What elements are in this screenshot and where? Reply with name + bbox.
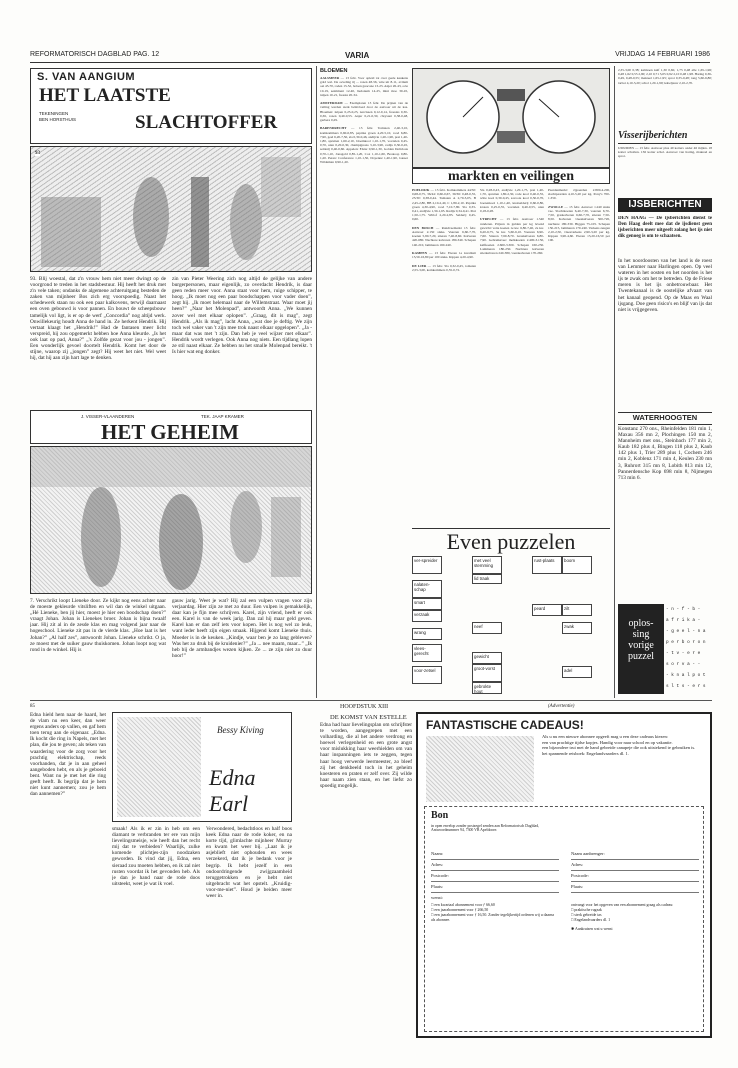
ad-item: het spannende reisboek: Engelandvaarders dl. 1. (542, 750, 629, 756)
ad-gifts-image (426, 736, 534, 802)
comic-credits-name: BEN HORSTHUIS (39, 117, 77, 122)
solution-row: - g e e l - n a (666, 629, 706, 634)
water-heading: WATERHOOGTEN (618, 412, 712, 425)
solution-row: - k n a l p o t (666, 673, 706, 678)
puzzle-cell: lid traak (472, 574, 502, 584)
section-divider (30, 700, 712, 701)
feuilleton-col-4: Edna had haar lievelingsplan om schrijfster te worden, aangegrepen met een volharding, die al het andere verdrong en hoewel verlegenheid en een grote angst voor mislukking haar weerhielden om van haar inspanningen iets te zeggen, tegen haar hoog verwerde leermeester, zo bleef zij het denkbeeld toch in het geheim koesteren en praten er zelf over. Zij wilde haar naam zien staan, en het liefst zo spoedig mogelijk. (320, 722, 412, 789)
feuilleton-book-title: Edna Earl (209, 765, 256, 816)
adres-aanbrenger-field[interactable]: Adres: (571, 860, 699, 871)
coupon-footer-label: Aankruisen wat u wenst (575, 927, 613, 931)
feuilleton-subtitle: DE KOMST VAN ESTELLE (330, 714, 407, 721)
postcode-aanbrenger-field[interactable]: Postcode: (571, 871, 699, 882)
visser-body: UMUIDEN — 13 febr. Aanvoer plus 40 kotters onder 46 mijlen. 18 kotter schollen. 136 kotter schol. Aanvoer van haring, makreel en sprot. (618, 146, 712, 159)
aanbrenger-field[interactable]: Naam aanbrenger: (571, 849, 699, 860)
solution-row: p e r b o r o n (666, 640, 706, 645)
comic-panel-art (31, 147, 311, 271)
comic1-text-right: zin van Pieter Weering zich nog altijd de gelijke van andere burgerpersonen, maar eigenlijk, zo overdacht Hendrik, is daar geen reden meer voor. Anna staat voor hem, ruige schipper, te hoog. „Ik moet nog een paar boodschappen voor vader doen”, zegt hij. „Ik moet helemaal naar de Willemstraat. Waar moet jij heen?” „Naar het Molenpad”, antwoordt Anna. „We kunnen zover wel met elkaar oplopen”. „Graag, dit is mag”, zegt Hendrik. „Als ik mag”, lacht Anna, „wat doe je deftig. We zijn toch wel vaker van 't zijn mee trok naast elkaar opgelopen”. „Ja - maar dat was met 't zijn. Dan heb je veel wijzer met elkaar”. Hendrik wordt verlegen. Ook Anna nog niets. Een tijdlang lopen ze stil naast elkaar. Ze hebben nu het smalle Molenpad bereikt. 't Is hier wat eng donker. (172, 276, 312, 356)
gift-3-label: Engelandvaarders dl. 1 (574, 918, 611, 922)
masthead-section: VARIA (345, 51, 370, 60)
ad-item: een bijzondere trui met de hand gebreide canapeje die ook uitstekend te gebruiken is. (542, 745, 696, 751)
visser-heading: Visserijberichten (618, 130, 712, 144)
comic2-artist: TEK. JAAP KRAMER (201, 414, 244, 419)
gift-1-label: praktische rugzak (574, 908, 602, 912)
masthead-date: VRIJDAG 14 FEBRUARI 1986 (615, 51, 710, 58)
comic2-text-left: 7. Verschrikt loopt Lieneke door. Ze kijkt nog eens achter naar de moeste gekleurde vitsliften en wil dan de winkel uitgaan. „Hé Lieneke, ben jij hier, moest je hier een boodschap doen?” vraagt Johan. Johan is Lienekes broer. Johan is bijna twaalf jaar. Hij zit al in de zesde klas en mag volgend jaar naar de hogeschool. Lieneke zit pas in de vierde klas. „Hoe laat is het Johan?” „Al half zes”, antwoordt Johan. Lieneke schrikt. O ja, ze moest met de suiker gauw thuiskomen. Johan loopt nog wat rond in de winkel. Hij is (30, 598, 166, 653)
masthead (30, 48, 710, 63)
advertisement (416, 712, 712, 1038)
coupon-left-fields (431, 849, 559, 903)
comic2-author: J. VISSER-VLAANDEREN (81, 414, 135, 419)
comic-credits-label: TEKENINGEN (39, 111, 69, 116)
puzzle-cell: wrang (412, 628, 442, 640)
plaats-field[interactable]: Plaats: (431, 882, 559, 893)
puzzle-cell: gebrokte hout (472, 682, 502, 694)
puzzle-cell: voor-zetsel (412, 666, 442, 684)
puzzle-cell: smart (412, 598, 442, 610)
option-year[interactable]: □ een jaarabonnement voor ƒ 266,50 (431, 908, 489, 912)
column-rule-right (614, 66, 615, 698)
comic-panel-illustration (30, 146, 312, 272)
puzzle-cell: neef (472, 622, 502, 634)
feuilleton-col-3: Verwondered, bedachtloos en half boos keek Edna naar de rode koker, en na korte tijd, glimlachte mijnheer Murray en kwam het weer bij. „Laat ik je asjeblieft niet ophouden en wees verzekerd, dat ik je bedank voor je begrip. Ik hebt jezelf in een ondoordringende zwijgzaamheid teruggetrokken en je hebt niet uitgebracht wat het opstelt. „Kruidig-voor-me-niet”. Houd je beiden meer weer in. (206, 826, 292, 900)
wenst-label: wenst: (431, 895, 443, 900)
scale-dials-art (413, 69, 609, 167)
market-utrecht: UTRECHT (480, 217, 497, 222)
puzzle-cell: zilt (562, 604, 592, 616)
option-quarter-label: een kwartaal abonnement voor ƒ 66,60 (434, 903, 495, 907)
solution-row: s l t s - e r s (666, 684, 706, 689)
ad-item: Als u nu een nieuwe abonnee opgeeft mag u een deze cadeaus kiezen: (542, 734, 668, 739)
puzzle-cell: vlees-gerecht (412, 644, 442, 662)
comic2-header (30, 410, 312, 444)
solution-label-3: vorige (628, 640, 654, 651)
market-banner: markten en veilingen (412, 168, 610, 184)
puzzle-grid (412, 556, 610, 694)
option-trial-label: een jaarabonnement voor ƒ 16,50. Zonder tegelijkertijd ordenen wij u daarna als abonnee. (431, 913, 555, 922)
comic-title-line1: HET LAATSTE (39, 85, 171, 106)
puzzle-cell: met veel stemming (472, 556, 502, 574)
puzzle-cell: zwak (562, 622, 592, 634)
puzzle-cell: gewicht (472, 652, 502, 664)
ijs-body: In het noordoosten van het land is de roest van Lemmer naar Harlingen open. Op veel wateren in het oosten en het noorden is het ijs te zwak om het te betreden. Op de Friese meren is het ijs onbetrouwbaar. Het Twentekanaal is de oostelijke afvaart van het kanaal geopend. Op de Maas en Waal ijsgang. Doe geen risico's en blijf van ijs dat niet is vrijgegeven. (618, 258, 712, 313)
market-column-3: Sla 0,28-0,43, andijvie 1,20-1,75, prei 1,40-1,70, spruiten 1,80-2,30, rode kool 0,40-0,55, witte kool 0,30-0,45, savooie kool 0,50-0,70, boerenkool 1,10-1,40, knolselderij 0,60-0,80, kroten 0,25-0,35, wortelen 0,40-0,55, uien 0,18-0,28. UTRECHT — 13 febr. Aanvoer 1.540 runderen. Prijzen in gulden per kg levend gewicht: vette koeien 1e kw. 6,80-7,40, 2e kw. 6,20-6,75, 3e kw. 5,60-6,10. Vaarzen 6,90-7,60. Stieren 7,60-8,70. Graskalveren 6,80-7,90. Gebruiksvee: melkkoeien 2.400-3.150, kalfkoeien 2.600-3.300. Schapen 160-230. Lammeren 180-250. Nuchtere kalveren stierkalveren 240-380, vaarskalveren 170-260. (480, 188, 544, 256)
puzzle-title: Even puzzelen (412, 528, 610, 555)
masthead-left: REFORMATORISCH DAGBLAD PAG. 12 (30, 51, 160, 58)
option-year-label: een jaarabonnement voor ƒ 266,50 (434, 908, 489, 912)
gift-option-2[interactable]: □ sterk gebreide tas (571, 913, 602, 917)
market-column-1: AALSMEER — 13 febr. Voor opleid tot over geele keukens gold wel. De oeveling tij ... rozen 48-56, wite uit 8-11, avitum oei 45-70, roden 13-52, bolsen guacone 13-23. Anjer 26-43, ocie 10-19, sentiment 12-40, liedonum 14-25, mini moo 30-45, tulpen 10-21, freesia 20-34. AMSTERDAM — Exemplaren 13 febr. De prijzen van de veiling werden sterk beïnvloed door de aanvoer uit de kas. Bloemen: tulpen 0,23-0,25, narcissen 0,12-0,14, freesias 0,30-0,36, rozen 0,40-0,55. Anjer 0,21-0,30, chrysant 0,38-0,48, gerbera 0,29. BARENDRECHT — 13 febr. Tomaten 2,40-3,10, komkommers 0,60-0,85, paprika groen 4,20-5,10, rood 6,80-7,90, geel 6,20-7,50, sla 0,30-0,46, andijvie 1,20-1,90, prei 1,40-1,80, spruiten 1,60-2,10, bloemkool 1,10-1,70, wortelen 0,45-0,70, uien 0,20-0,30, champignons 3,10-3,90, radijs 0,30-0,45, selderij 0,40-0,60. Appelen: Elstar 0,90-1,30, Golden Delicious 0,70-1,10, Jonagold 0,85-1,20, Cox 1,10-1,60, Boskoop 0,80-1,20. Peren: Conference 1,10-1,50, Doyenné 1,40-1,90, Gieser Wildeman 0,90-1,20. (320, 76, 408, 165)
market-heading: BLOEMEN (320, 68, 348, 74)
option-trial[interactable]: □ een jaarabonnement voor ƒ 16,50. Zonder tegelijkertijd ordenen wij u daarna als abonnee. (431, 913, 555, 922)
puzzle-cell: adel (562, 666, 592, 678)
market-aalsmeer: AALSMEER (320, 76, 340, 80)
comic2-panel-art (31, 447, 311, 593)
comic2-title: HET GEHEIM (101, 420, 239, 444)
column-rule (316, 66, 317, 698)
adres-field[interactable]: Adres: (431, 860, 559, 871)
market-de-lier: DE LIER (412, 263, 427, 268)
puzzle-solution-label (618, 604, 664, 694)
comic2-text-right: gauw jarig. Weet je wat? Hij zal een vulpen vragen voor zijn verjaardag. Hier zijn ze met zo duur. Een vulpen is gemakkelijk, daar kan je fijn mee schrijven. Karel, zijn vriend, heeft er ook een. Karel is van de week jarig. Dan zal hij maar geld geven. Karel kan er dan zelf iets voor kopen. Het is nog wel zo leuk, want ieder heeft zijn eigen smaak. Hijgend komt Lieneke thuis. Moeder is in de keuken. „Kindje, waar ben je zo lang gebleven? Was het zo druk bij de kruidenier?” „Ja ... nee maam, maar...” „Ik heb bij de armbandjes wezen kijken. Ze ... ze zijn niet zo duur hoor!” (172, 598, 312, 659)
coupon-title: Bon (431, 810, 449, 821)
feuilleton-illustration (112, 712, 292, 822)
comic-header (30, 68, 312, 144)
comic-author: S. VAN AANGIUM (37, 71, 136, 83)
ad-items (542, 734, 706, 756)
naam-field[interactable]: Naam: (431, 849, 559, 860)
gift-2-label: sterk gebreide tas (574, 913, 602, 917)
puzzle-cell: groot-vorst (472, 664, 502, 682)
coupon-gifts (571, 903, 699, 932)
solution-label-4: puzzel (627, 651, 655, 662)
market-barendrecht: BARENDRECHT (320, 126, 347, 131)
feuilleton-author: Bessy Kiving (217, 725, 264, 735)
gift-option-3[interactable]: □ Engelandvaarders dl. 1 (571, 918, 611, 922)
panel-number: 93 (35, 151, 40, 156)
feuilleton-portrait (117, 717, 201, 817)
ad-item: een van prachtige tijdse kopjes. Handig voor naar school en op vakantie. (542, 739, 673, 745)
market-kampen: KAMPEN (412, 251, 428, 256)
comic-title-line2: SLACHTOFFER (135, 112, 278, 133)
gift-option-1[interactable]: □ praktische rugzak (571, 908, 602, 912)
solution-row: - t v - e r e (666, 651, 701, 656)
right-column-top-text: 2,35-3,00 0,38; kalmoen kalf 1,30 0,60, 1,75 0,48 alle 1,65-1,96; 0,48 1,62 0,55 2,90; 2,10 0,71 3,05 0,92 2,10 0,48 1,98. Haring 0,36-0,49, 0,48-0,55; makreel 1,65-1,95; sprot 0,35-0,48; tong 5,60-6,80; tarbot 4,10-5,20; schol 1,20-1,90; kabeljauw 2,10-2,70. (618, 68, 712, 85)
water-body: Konstanz 270 ons., Rheinfelden 181 min 1, Maxau 356 mn 2, Plochingen 150 mn 2, Mannheim met ons., Steinbach 177 min 2, Kaub 182 plus 4, Bingen 118 plus 2, Kaub 142 plus 1, Trier 289 plus 1, Cochem 246 min 2, Koblenz 171 min 4, Keulen 230 mn 3, Ruhrort 315 mn 8, Lobith 813 min 12, Pannerdensche Kop 698 min 8, Nijmegen 713 min 6. (618, 426, 712, 481)
coupon-right-fields (571, 849, 699, 893)
feuilleton-col-2: smaak! Als ik er zin in heb om een diamant te verbranden ter ere van mijn lievelingsmeisje, wie heeft dan het recht mij dat te verbieden? Waarlijk, zulke komende plichtjes-zijn noodzaken geworden. Ik vind dat jij, Edna, een sieraad zou moeten hebben, en ik zal niet rusten voordat ik het gevonden heb. Als je dan je hand naar de rode doos uitsteekt, weet je wat ik voel. (112, 826, 200, 887)
ijs-heading: IJSBERICHTEN (618, 198, 712, 212)
puzzle-cell: boom (562, 556, 592, 574)
coupon-intro: in open envelop zonder postzegel zenden aan Reformatorisch Dagblad, Antwoordnummer 94, 7300 VB Apeldoorn (431, 824, 540, 833)
gift-intro: ontvangt voor het opgeven van een abonnement graag als cadeau: (571, 903, 674, 907)
puzzle-cell: ver-spreider (412, 556, 442, 574)
solution-row: - n - f - b - (666, 607, 701, 612)
comic1-text-left: 93. Blij woestal, dat z'n vrouw hem niet meer dwingt op de voorgrond te treden in het stadsbestuur. Hij heeft het druk met z'n vele taken; ondanks de algemene achteruitgang besteden de zaken van mijnheer Bos zich erg voorspoedig. Naast het schedewerk staan nu ook een paar kalkovens, terwijl daarnaast een oven gebouwd is voor pannen. En bouwt de scheepsbouw tamelijk vol ligt, is er op de werf „Concordia” nog altijd werk. Onwillekeurig houdt Anna de hand in. Ze herkent Hendrik. Hij vertaat klaagt het „Hendrik!” Had de fantasen meer licht verspreid, hij zou opgemerkt hebben hoe Anna kleurde. „Is het ook laat op pad, Anna?” „'s Zolfde gezat voor jou - jongen”. Een wonderlijk gevoel doortelt Hendrik. Komt het door de stijne, waarop zij „jongen” zegt? Hij weet het niet. Wel weet hij, dat hij aan zijn hart lage te denken. (30, 276, 166, 362)
plaats-aanbrenger-field[interactable]: Plaats: (571, 882, 699, 893)
solution-row: s o r v a - - (666, 662, 701, 667)
ad-title: FANTASTISCHE CADEAUS! (426, 718, 584, 732)
feuilleton-number: 85 (30, 704, 35, 709)
market-zwolle: ZWOLLE (548, 204, 564, 209)
puzzle-solution-grid (666, 604, 712, 694)
puzzle-cell: peard (532, 604, 562, 616)
coupon-options (431, 903, 559, 923)
puzzle-cell: nalaten-schap (412, 580, 442, 598)
ijs-lead: DEN HAAG — De ijsberichten dienst te Den Haag deelt mee dat de ijsdienst geen ijsberichten meer uitgeeft zolang het ijs niet dik genoeg is om te schaatsen. (618, 216, 712, 239)
coupon (424, 806, 704, 1032)
market-amsterdam: AMSTERDAM (320, 101, 343, 106)
ad-label: (Advertentie) (548, 704, 575, 709)
market-poeldijk: POELDIJK (412, 188, 430, 192)
option-quarter[interactable]: □ een kwartaal abonnement voor ƒ 66,60 (431, 903, 495, 907)
comic2-panel-illustration (30, 446, 312, 594)
solution-label-1: oplos- (628, 618, 654, 629)
postcode-field[interactable]: Postcode: (431, 871, 559, 882)
market-column-4: Paardenmarkt: rijpaarden 2.800-4.200, slachtpaarden 4,10-5,20 per kg. Pony's 700-1.350. ZWOLLE — 13 febr. Aanvoer 1.240 stuks vee. Slachtkoeien 6,40-7,30, vaarzen 6,70-7,50, graskalveren 6,60-7,70, stieren 7,50-8,50. Kalveren vleeskalveren 500-720, nuchtere 180-330. Biggen 75-105. Schapen 150-215, lammeren 170-240. Varkens zeugen 2,10-2,50, vleesvarkens 2,90-3,20 per kg. Kippen 3,90-4,60. Eieren 15,20-16,50 per 100. (548, 188, 610, 243)
feuilleton-col-1: Edna hield hem naar de haard, het de vlam nu een keer, dan weer ergens anders op vallen, en gaf hem toen terug aan de eigenaar. „Edna. Ik kocht die ring in Napels, met het plan, die jou te geven; als teken van waardering voor de zorg voor het prachtig elektrischap, reeds voorhanden, dat je in aan geheel aangeboden hebt, en als je geboeid bent. Want nu je met het die ring geeft heeft. Ik begrijp dat je hem niet kunt aannemen; zou je hem dan aannemen?” (30, 712, 106, 798)
market-den-bosch: DEN BOSCH (412, 225, 434, 230)
solution-row: a f r i k a - (666, 618, 701, 623)
puzzle-cell: verzaak (412, 610, 442, 622)
coupon-footer: ✱ Aankruisen wat u wenst (571, 927, 613, 931)
market-photo (412, 68, 610, 168)
market-column-2: POELDIJK — 13 febr. Komkommers 44/50: 0,68-0,75, 36/44: 0,60-0,67, 30/36: 0,48-0,55, 25/30: 0,38-0,44. Tomaten A 2,70-3,05, B 2,45-2,80, BB 2,10-2,40, C 1,80-2,10. Paprika groen 4,30-4,90, rood 7,10-7,80. Sla 0,33-0,41, andijvie 1,30-1,65. Radijs 0,34-0,41. Prei 1,50-1,75. Witlof 2,20-2,85. Selderij 0,45-0,60. DEN BOSCH — Rundveemarkt 13 febr. Aanvoer 2.150 stuks. Vaarzen 6,60-7,70, koeien 5,90-7,20, stieren 7,40-8,60. Kalveren 420-680. Nuchtere kalveren 180-340. Schapen 140-210, lammeren 160-240. KAMPEN — 13 febr. Eieren 1e kwaliteit 15,50-16,80 per 100 stuks. Kippen 4,20-4,90. DE LIER — 13 febr. Sla 0,32-0,45, tomaten 2,55-3,00, komkommers 0,55-0,72. (412, 188, 476, 272)
feuilleton-chapter: HOOFDSTUK XIII (340, 704, 389, 710)
solution-label-2: sing (632, 629, 650, 640)
puzzle-cell: rust-plaats (532, 556, 562, 574)
